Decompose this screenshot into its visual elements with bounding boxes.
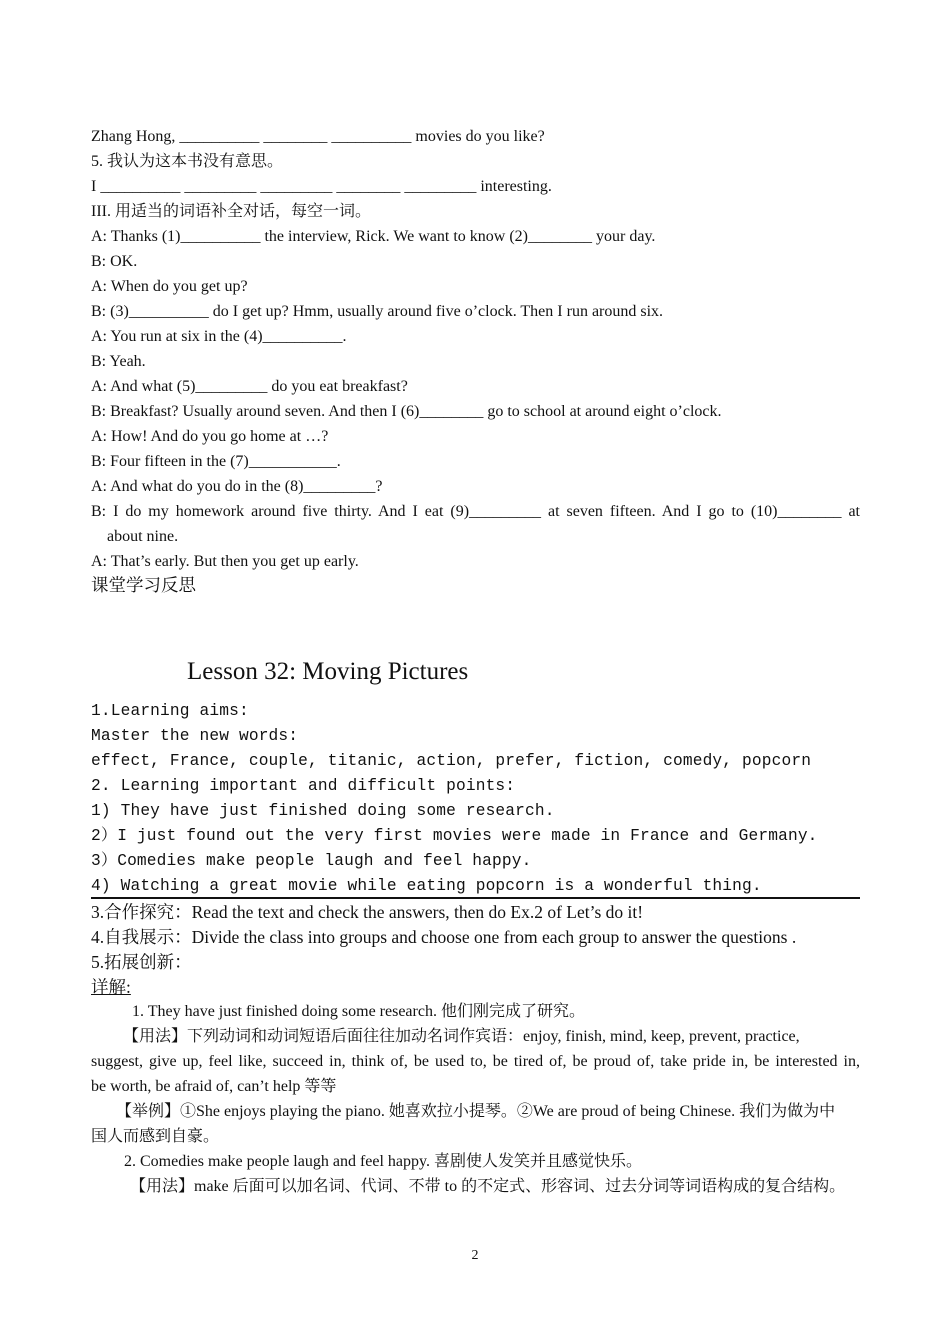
dialogue-line: B: Breakfast? Usually around seven. And then I (6)________ go to school at around eight o’clock. [91, 403, 722, 420]
step-present: 4.自我展示：Divide the class into groups and choose one from each group to answer the questions . [91, 927, 797, 947]
dialogue-line: A: Thanks (1)__________ the interview, Rick. We want to know (2)________ your day. [91, 228, 656, 245]
dialogue-line: A: When do you get up? [91, 278, 248, 295]
detail-line: 国人而感到自豪。 [91, 1128, 220, 1145]
dialogue-line: B: Yeah. [91, 353, 146, 370]
exercise-line: I __________ _________ _________ ________ _________ interesting. [91, 178, 552, 195]
dialogue-line: B: Four fifteen in the (7)___________. [91, 453, 341, 470]
reflection-heading: 课堂学习反思 [91, 575, 196, 595]
page-number: 2 [471, 1248, 479, 1263]
dialogue-line: A: You run at six in the (4)__________. [91, 328, 347, 345]
detail-line: 2. Comedies make people laugh and feel happy. 喜剧使人发笑并且感觉快乐。 [124, 1153, 642, 1170]
key-point-line: 1) They have just finished doing some research. [91, 802, 555, 820]
dialogue-line: A: How! And do you go home at …? [91, 428, 329, 445]
dialogue-line: A: And what (5)_________ do you eat breakfast? [91, 378, 408, 395]
detail-line: 【用法】make 后面可以加名词、代词、不带 to 的不定式、形容词、过去分词等词语构成的复合结构。 [130, 1178, 846, 1195]
exercise-line: 5. 我认为这本书没有意思。 [91, 153, 284, 170]
dialogue-line: A: And what do you do in the (8)_________? [91, 478, 383, 495]
step-cooperate: 3.合作探究：Read the text and check the answers, then do Ex.2 of Let’s do it! [91, 902, 644, 922]
detail-line: 【举例】①She enjoys playing the piano. 她喜欢拉小提琴。②We are proud of being Chinese. 我们为做为中 [116, 1103, 836, 1120]
aims-line: 2. Learning important and difficult points: [91, 777, 516, 795]
detail-line: be worth, be afraid of, can’t help 等等 [91, 1078, 337, 1095]
detail-line: 1. They have just finished doing some research. 他们刚完成了研究。 [132, 1003, 585, 1020]
dialogue-line: B: I do my homework around five thirty. And I eat (9)_________ at seven fifteen. And I go to (10)________ at [91, 503, 860, 520]
exercise-line: Zhang Hong, __________ ________ __________ movies do you like? [91, 128, 545, 145]
new-words-line: effect, France, couple, titanic, action, prefer, fiction, comedy, popcorn [91, 752, 812, 770]
lesson-title: Lesson 32: Moving Pictures [187, 658, 469, 685]
dialogue-line: B: (3)__________ do I get up? Hmm, usually around five o’clock. Then I run around six. [91, 303, 664, 320]
key-point-line: 4) Watching a great movie while eating popcorn is a wonderful thing. [91, 877, 762, 895]
detail-line: suggest, give up, feel like, succeed in, think of, be used to, be tired of, be proud of, take pride in, be interested in, [91, 1053, 860, 1070]
aims-line: Master the new words: [91, 727, 299, 745]
section-divider [91, 897, 860, 899]
step-extend: 5.拓展创新： [91, 952, 192, 972]
key-point-line: 2）I just found out the very first movies were made in France and Germany. [91, 827, 818, 845]
exercise-line: III. 用适当的词语补全对话，每空一词。 [91, 203, 371, 220]
aims-line: 1.Learning aims: [91, 702, 249, 720]
detail-heading: 详解: [91, 977, 131, 997]
dialogue-line: about nine. [107, 528, 179, 545]
dialogue-line: B: OK. [91, 253, 138, 270]
key-point-line: 3）Comedies make people laugh and feel happy. [91, 852, 532, 870]
detail-line: 【用法】下列动词和动词短语后面往往加动名词作宾语：enjoy, finish, mind, keep, prevent, practice, [123, 1028, 800, 1045]
dialogue-line: A: That’s early. But then you get up early. [91, 553, 359, 570]
